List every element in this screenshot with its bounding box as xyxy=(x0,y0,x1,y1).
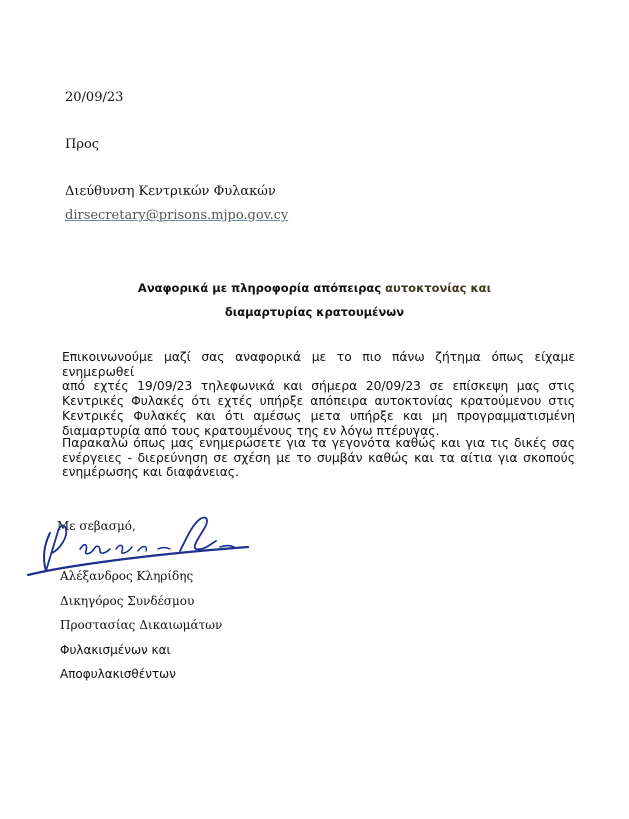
paragraph-line: Επικοινωνούμε μαζί σας αναφορικά με το πιο πάνω ζήτημα όπως είχαμε ενημερωθεί xyxy=(62,350,575,379)
subject-line-2: διαμαρτυρίας κρατουμένων xyxy=(224,305,405,319)
subject-line-1 xyxy=(0,281,629,295)
signatory-title: Δικηγόρος Συνδέσμου xyxy=(60,594,195,608)
paragraph-line: Κεντρικές Φυλακές και ότι αμέσως μετα υπήρξε και μη προγραμματισμένη xyxy=(62,408,575,423)
paragraph-line: ενημέρωσης και διαφάνειας. xyxy=(62,465,239,480)
recipient-name: Διεύθυνση Κεντρικών Φυλακών xyxy=(65,184,276,199)
recipient-email-link[interactable]: dirsecretary@prisons.mjpo.gov.cy xyxy=(65,208,289,223)
signatory-title: Φυλακισμένων και xyxy=(60,643,171,657)
letter-date: 20/09/23 xyxy=(65,90,124,105)
subject-text-a: Αναφορικά με πληροφορία απόπειρας xyxy=(137,281,386,295)
paragraph-line: από εχτές 19/09/23 τηλεφωνικά και σήμερα 20/09/23 σε επίσκεψη μας στις xyxy=(62,379,575,394)
body-paragraph-1 xyxy=(62,350,575,438)
signatory-title: Προστασίας Δικαιωμάτων xyxy=(60,618,223,632)
paragraph-line: διαμαρτυρία από τους κρατουμένους της εν λόγω πτέρυγας. xyxy=(62,423,440,438)
signatory-title: Αποφυλακισθέντων xyxy=(60,667,176,681)
paragraph-line: Κεντρικές Φυλακές ότι εχτές υπήρξε απόπειρα αυτοκτονίας κρατούμενου στις xyxy=(62,394,575,409)
signatory-name: Αλέξανδρος Κληρίδης xyxy=(60,569,194,583)
to-label: Προς xyxy=(65,137,100,152)
paragraph-line: ενέργειες - διερεύνηση σε σχέση με το συμβάν καθώς και τα αίτια για σκοπούς xyxy=(62,450,575,465)
body-paragraph-2 xyxy=(62,436,575,480)
closing-salutation: Με σεβασμό, xyxy=(57,519,136,533)
paragraph-line: Παρακαλώ όπως μας ενημερώσετε για τα γεγονότα καθώς και για τις δικές σας xyxy=(62,436,575,450)
subject-text-b: αυτοκτονίας και xyxy=(385,281,492,295)
